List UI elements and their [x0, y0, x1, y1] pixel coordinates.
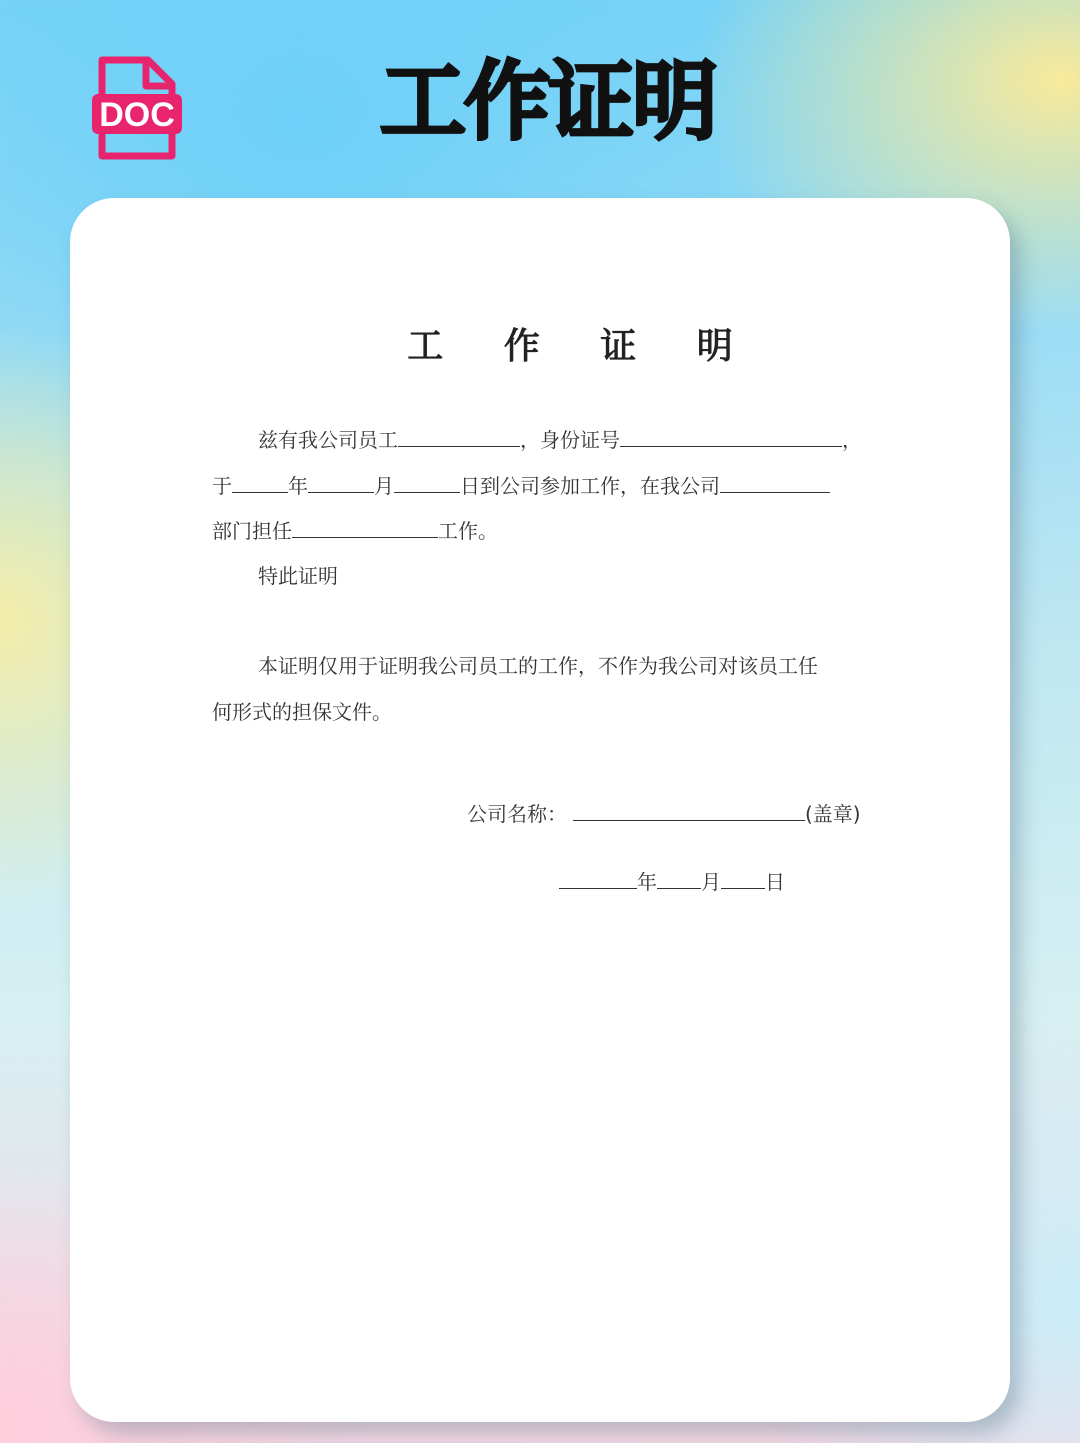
disclaimer-line-1: 本证明仅用于证明我公司员工的工作，不作为我公司对该员工任 [258, 654, 818, 678]
company-name-label: 公司名称： [467, 802, 567, 826]
document-title: 工 作 证 明 [407, 326, 757, 367]
line2-text-c: 月 [374, 474, 394, 498]
line3-text-a: 部门担任 [212, 519, 292, 543]
line2-text-d: 日到公司参加工作，在我公司 [460, 474, 720, 498]
doc-icon-label: DOC [99, 96, 175, 134]
line1-text-a: 兹有我公司员工 [258, 428, 398, 452]
line3-text-b: 工作。 [438, 519, 498, 543]
sign-month-blank[interactable] [657, 867, 701, 889]
line1-text-b: ，身份证号 [520, 428, 620, 452]
join-day-blank[interactable] [394, 471, 460, 493]
seal-label: (盖章) [805, 802, 861, 826]
department-blank[interactable] [720, 471, 830, 493]
line1-text-c: ， [842, 428, 862, 452]
company-signature-line [467, 799, 861, 829]
paragraph-line-2 [212, 471, 830, 501]
paragraph-line-1 [258, 425, 862, 455]
employee-name-blank[interactable] [398, 425, 520, 447]
company-name-blank[interactable] [573, 799, 805, 821]
sign-day-label: 日 [765, 870, 785, 894]
join-year-blank[interactable] [232, 471, 288, 493]
id-number-blank[interactable] [620, 425, 842, 447]
doc-file-icon [90, 56, 184, 162]
line2-text-b: 年 [288, 474, 308, 498]
certify-text: 特此证明 [258, 564, 338, 588]
header-title: 工作证明 [380, 52, 716, 152]
signature-date-line [559, 867, 785, 897]
paragraph-line-3 [212, 516, 498, 546]
join-month-blank[interactable] [308, 471, 374, 493]
disclaimer-line-2: 何形式的担保文件。 [212, 700, 392, 724]
sign-year-blank[interactable] [559, 867, 637, 889]
position-blank[interactable] [292, 516, 438, 538]
sign-year-label: 年 [637, 870, 657, 894]
line2-text-a: 于 [212, 474, 232, 498]
sign-month-label: 月 [701, 870, 721, 894]
sign-day-blank[interactable] [721, 867, 765, 889]
